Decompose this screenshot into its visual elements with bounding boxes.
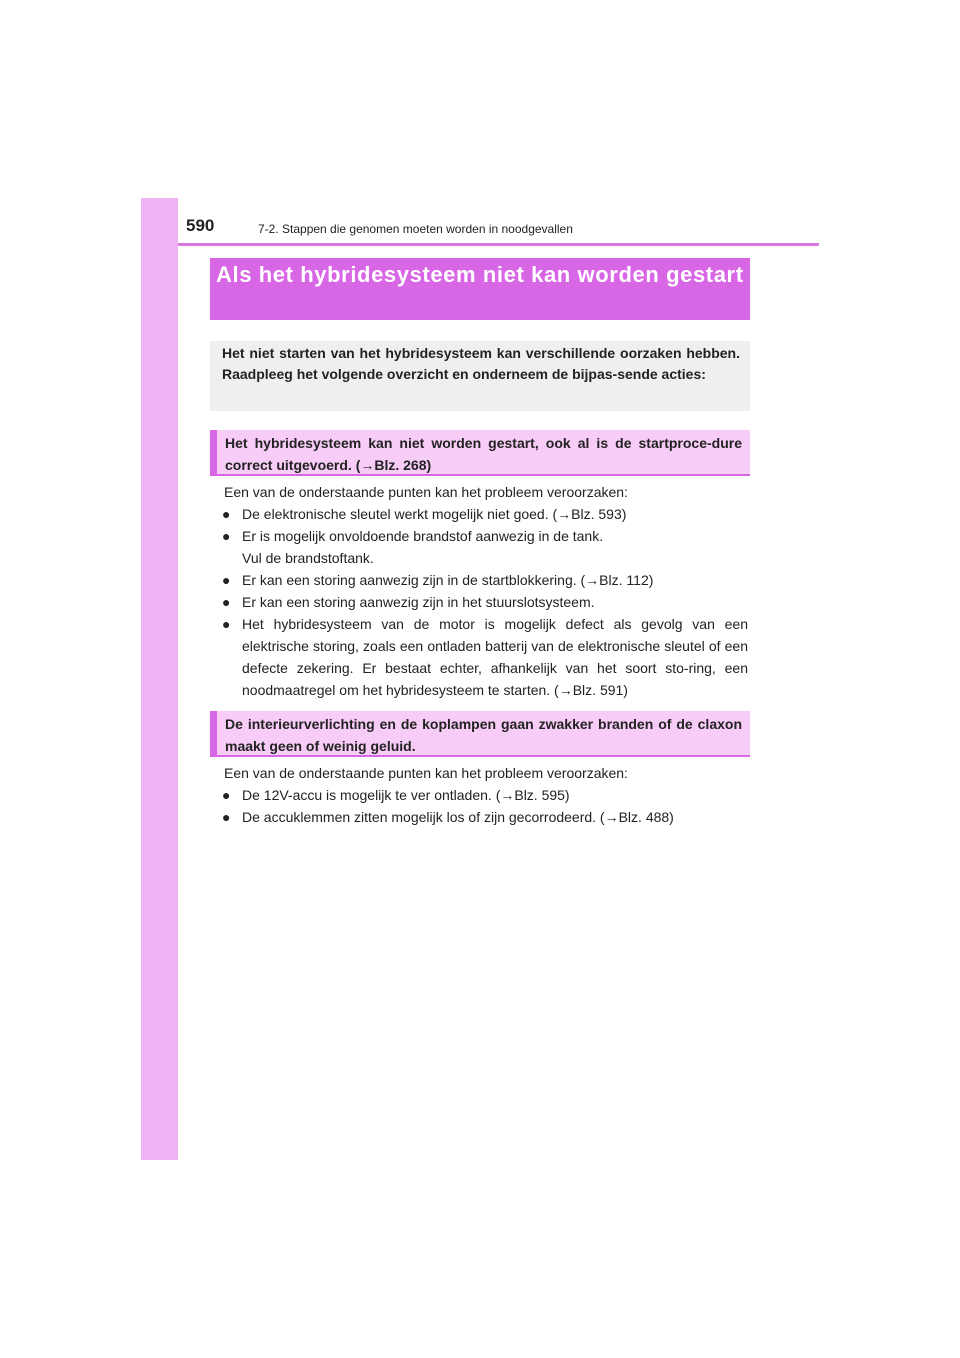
list-item-text: Er is mogelijk onvoldoende brandstof aanwezig in de tank. <box>242 528 604 544</box>
side-tab-strip <box>141 198 178 1160</box>
intro-box: Het niet starten van het hybridesysteem kan verschillende oorzaken hebben. Raadpleeg het volgende overzicht en onderneem de bijpas-sende acties: <box>210 341 750 411</box>
bullet-icon: ● <box>222 506 231 522</box>
condition-lead-1: Een van de onderstaande punten kan het probleem veroorzaken: <box>224 484 628 500</box>
list-item <box>222 569 748 591</box>
list-item <box>222 784 748 806</box>
page-number: 590 <box>186 216 215 235</box>
list-item-text: De accuklemmen zitten mogelijk los of zijn gecorrodeerd. (→Blz. 488) <box>242 809 674 825</box>
list-item-text: Er kan een storing aanwezig zijn in het stuurslotsysteem. <box>242 594 595 610</box>
list-item <box>222 591 748 613</box>
bullet-icon: ● <box>222 572 231 588</box>
condition-title-2: De interieurverlichting en de koplampen gaan zwakker branden of de claxon maakt geen of weinig geluid. <box>210 711 750 757</box>
bullet-icon: ● <box>222 616 231 632</box>
condition-lead-2: Een van de onderstaande punten kan het probleem veroorzaken: <box>224 765 628 781</box>
list-item-continuation: Vul de brandstoftank. <box>242 550 374 566</box>
condition-title-1: Het hybridesysteem kan niet worden gestart, ook al is de startproce-dure correct uitgevoerd. (→Blz. 268) <box>210 430 750 476</box>
header-divider <box>178 243 819 246</box>
list-item <box>222 806 748 828</box>
list-item-text: De 12V-accu is mogelijk te ver ontladen. (→Blz. 595) <box>242 787 570 803</box>
bullet-icon: ● <box>222 528 231 544</box>
list-item <box>222 525 748 569</box>
list-item-text: Het hybridesysteem van de motor is mogelijk defect als gevolg van een elektrische storing, zoals een ontladen batterij van de elektronische sleutel of een defecte zekering. Er bestaat echter, afhankelijk van het soort sto-ring, een noodmaatregel om het hybridesysteem te starten. (→Blz. 591) <box>242 616 748 698</box>
list-item-text: Er kan een storing aanwezig zijn in de startblokkering. (→Blz. 112) <box>242 572 654 588</box>
list-item <box>222 503 748 525</box>
bullet-icon: ● <box>222 787 231 803</box>
section-title: Als het hybridesysteem niet kan worden gestart <box>210 258 750 320</box>
bullet-icon: ● <box>222 809 231 825</box>
list-item-text: De elektronische sleutel werkt mogelijk niet goed. (→Blz. 593) <box>242 506 627 522</box>
chapter-title: 7-2. Stappen die genomen moeten worden in noodgevallen <box>258 222 573 236</box>
list-item <box>222 613 748 701</box>
bullet-icon: ● <box>222 594 231 610</box>
